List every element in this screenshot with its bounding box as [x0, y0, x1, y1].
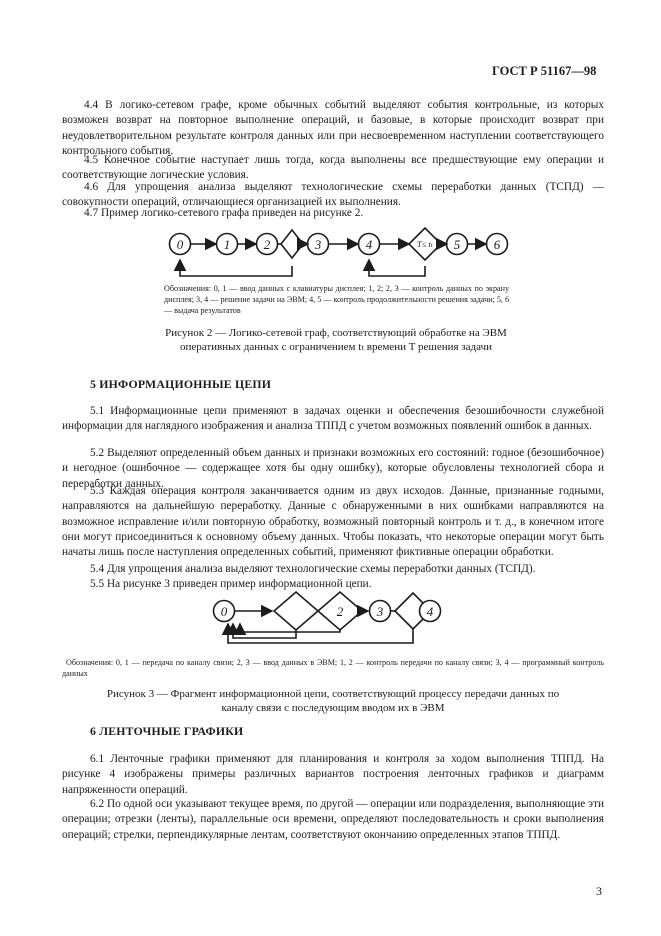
paragraph-5-2: 5.2 Выделяют определенный объем данных и признаки возможных его состояний: годное (безошибочное) и негодное (ошибочное — содержащее хотя бы одну ошибку), которые обусловлены технологией сбора и переработки данных. [62, 447, 604, 490]
node-label-4: 4 [365, 237, 373, 252]
paragraph-5-3: 5.3 Каждая операция контроля заканчивается одним из двух исходов. Данные, признанные годными, направляются на дальнейшую переработку. Данные с обнаруженными в них ошибками направляются на возможное исправление и/или повторную обработку, возможный повторный контроль и т. д., в конечном итоге они могут присоединиться к основному объему данных. Чтобы показать, что некоторые операции могут быть начаты лишь после наступления определенных событий, применяют фиктивные операции обработки. [62, 485, 604, 559]
section-5-heading: 5 ИНФОРМАЦИОННЫЕ ЦЕПИ [90, 377, 272, 391]
node-label-0: 0 [176, 237, 184, 252]
paragraph-5-1: 5.1 Информационные цепи применяют в задачах оценки и обеспечения безошибочности служебной информации для наглядного изображения и анализа ТППД с учетом возможных появлений ошибок в данных. [62, 405, 604, 433]
node-label-6: 6 [493, 237, 501, 252]
node-label-f3-2: 2 [336, 604, 344, 619]
node-label-1: 1 [223, 237, 231, 252]
paragraph-6-1: 6.1 Ленточные графики применяют для планирования и контроля за ходом выполнения ТППД. На рисунке 4 изображены примеры различных вариантов построения ленточных графиков и диаграмм напряженности операций. [62, 753, 604, 796]
figure-2-legend: Обозначения: 0, 1 — ввод данных с клавиатуры дисплея; 1, 2; 2, 3 — контроль данных по экрану дисплея; 3, 4 — решение задачи на ЭВМ; 4, 5 — контроль продолжительности решения задачи; 5, 6 — выдача результатов [164, 284, 509, 316]
paragraph-4-5: 4.5 Конечное событие наступает лишь тогда, когда выполнены все предшествующие ему операции и соответствующие логические условия. [62, 154, 604, 182]
node-label-f3-3: 3 [376, 604, 384, 619]
paragraph-6-2: 6.2 По одной оси указывают текущее время, по другой — операции или подразделения, выполняющие эти операции; отрезки (ленты), параллельные оси времени, определяют последовательность и сроки выполнения операций; стрелки, перпендикулярные лентам, соответствуют окончанию определенных этапов ТППД. [62, 798, 604, 841]
node-label-5: 5 [453, 237, 461, 252]
figure-3-caption: Рисунок 3 — Фрагмент информационной цепи, соответствующий процессу передачи данных по каналу связи с последующим вводом их в ЭВМ [106, 688, 560, 714]
paragraph-5-5: 5.5 На рисунке 3 приведен пример информационной цепи. [90, 578, 372, 590]
paragraph-4-6: 4.6 Для упрощения анализа выделяют технологические схемы переработки данных (ТСПД) — совокупности операций, отличающиеся организацией их выполнения. [62, 181, 604, 209]
return-loop-1 [233, 624, 296, 638]
section-6-heading: 6 ЛЕНТОЧНЫЕ ГРАФИКИ [90, 724, 244, 738]
paragraph-4-4: 4.4 В логико-сетевом графе, кроме обычных событий выделяют события контрольные, из которых возможен возврат на повторное выполнение операций, и базовые, в которые происходит возврат при неудовлетворительном результате контроля данных или при несвоевременном наступлении соответствующего контрольного события. [62, 99, 604, 157]
return-loop-diamond-0 [180, 260, 292, 276]
page-number: 3 [596, 884, 602, 898]
return-loop-3 [228, 624, 413, 643]
node-label-3: 3 [314, 237, 322, 252]
node-label-f3-4: 4 [426, 604, 434, 619]
diamond-1 [274, 592, 318, 630]
paragraph-4-7: 4.7 Пример логико-сетевого графа приведен на рисунке 2. [84, 207, 364, 219]
standard-header: ГОСТ Р 51167—98 [492, 64, 597, 78]
node-label-2: 2 [263, 237, 271, 252]
figure-2-caption: Рисунок 2 — Логико-сетевой граф, соответствующий обработке на ЭВМ оперативных данных с ограничением tₜ времени T решения задачи [165, 327, 507, 353]
figure-3-legend: Обозначения: 0, 1 — передача по каналу связи; 2, 3 — ввод данных в ЭВМ; 1, 2 — контроль передачи по каналу связи; 3, 4 — программный контроль данных [62, 658, 604, 679]
return-loop-cond-4 [369, 260, 425, 276]
condition-label: T≤ tₜ [417, 239, 433, 249]
control-diamond [281, 230, 303, 258]
figure-3-diagram [214, 592, 441, 643]
node-label-f3-0: 0 [220, 604, 228, 619]
paragraph-5-4: 5.4 Для упрощения анализа выделяют технологические схемы переработки данных (ТСПД). [90, 563, 536, 575]
